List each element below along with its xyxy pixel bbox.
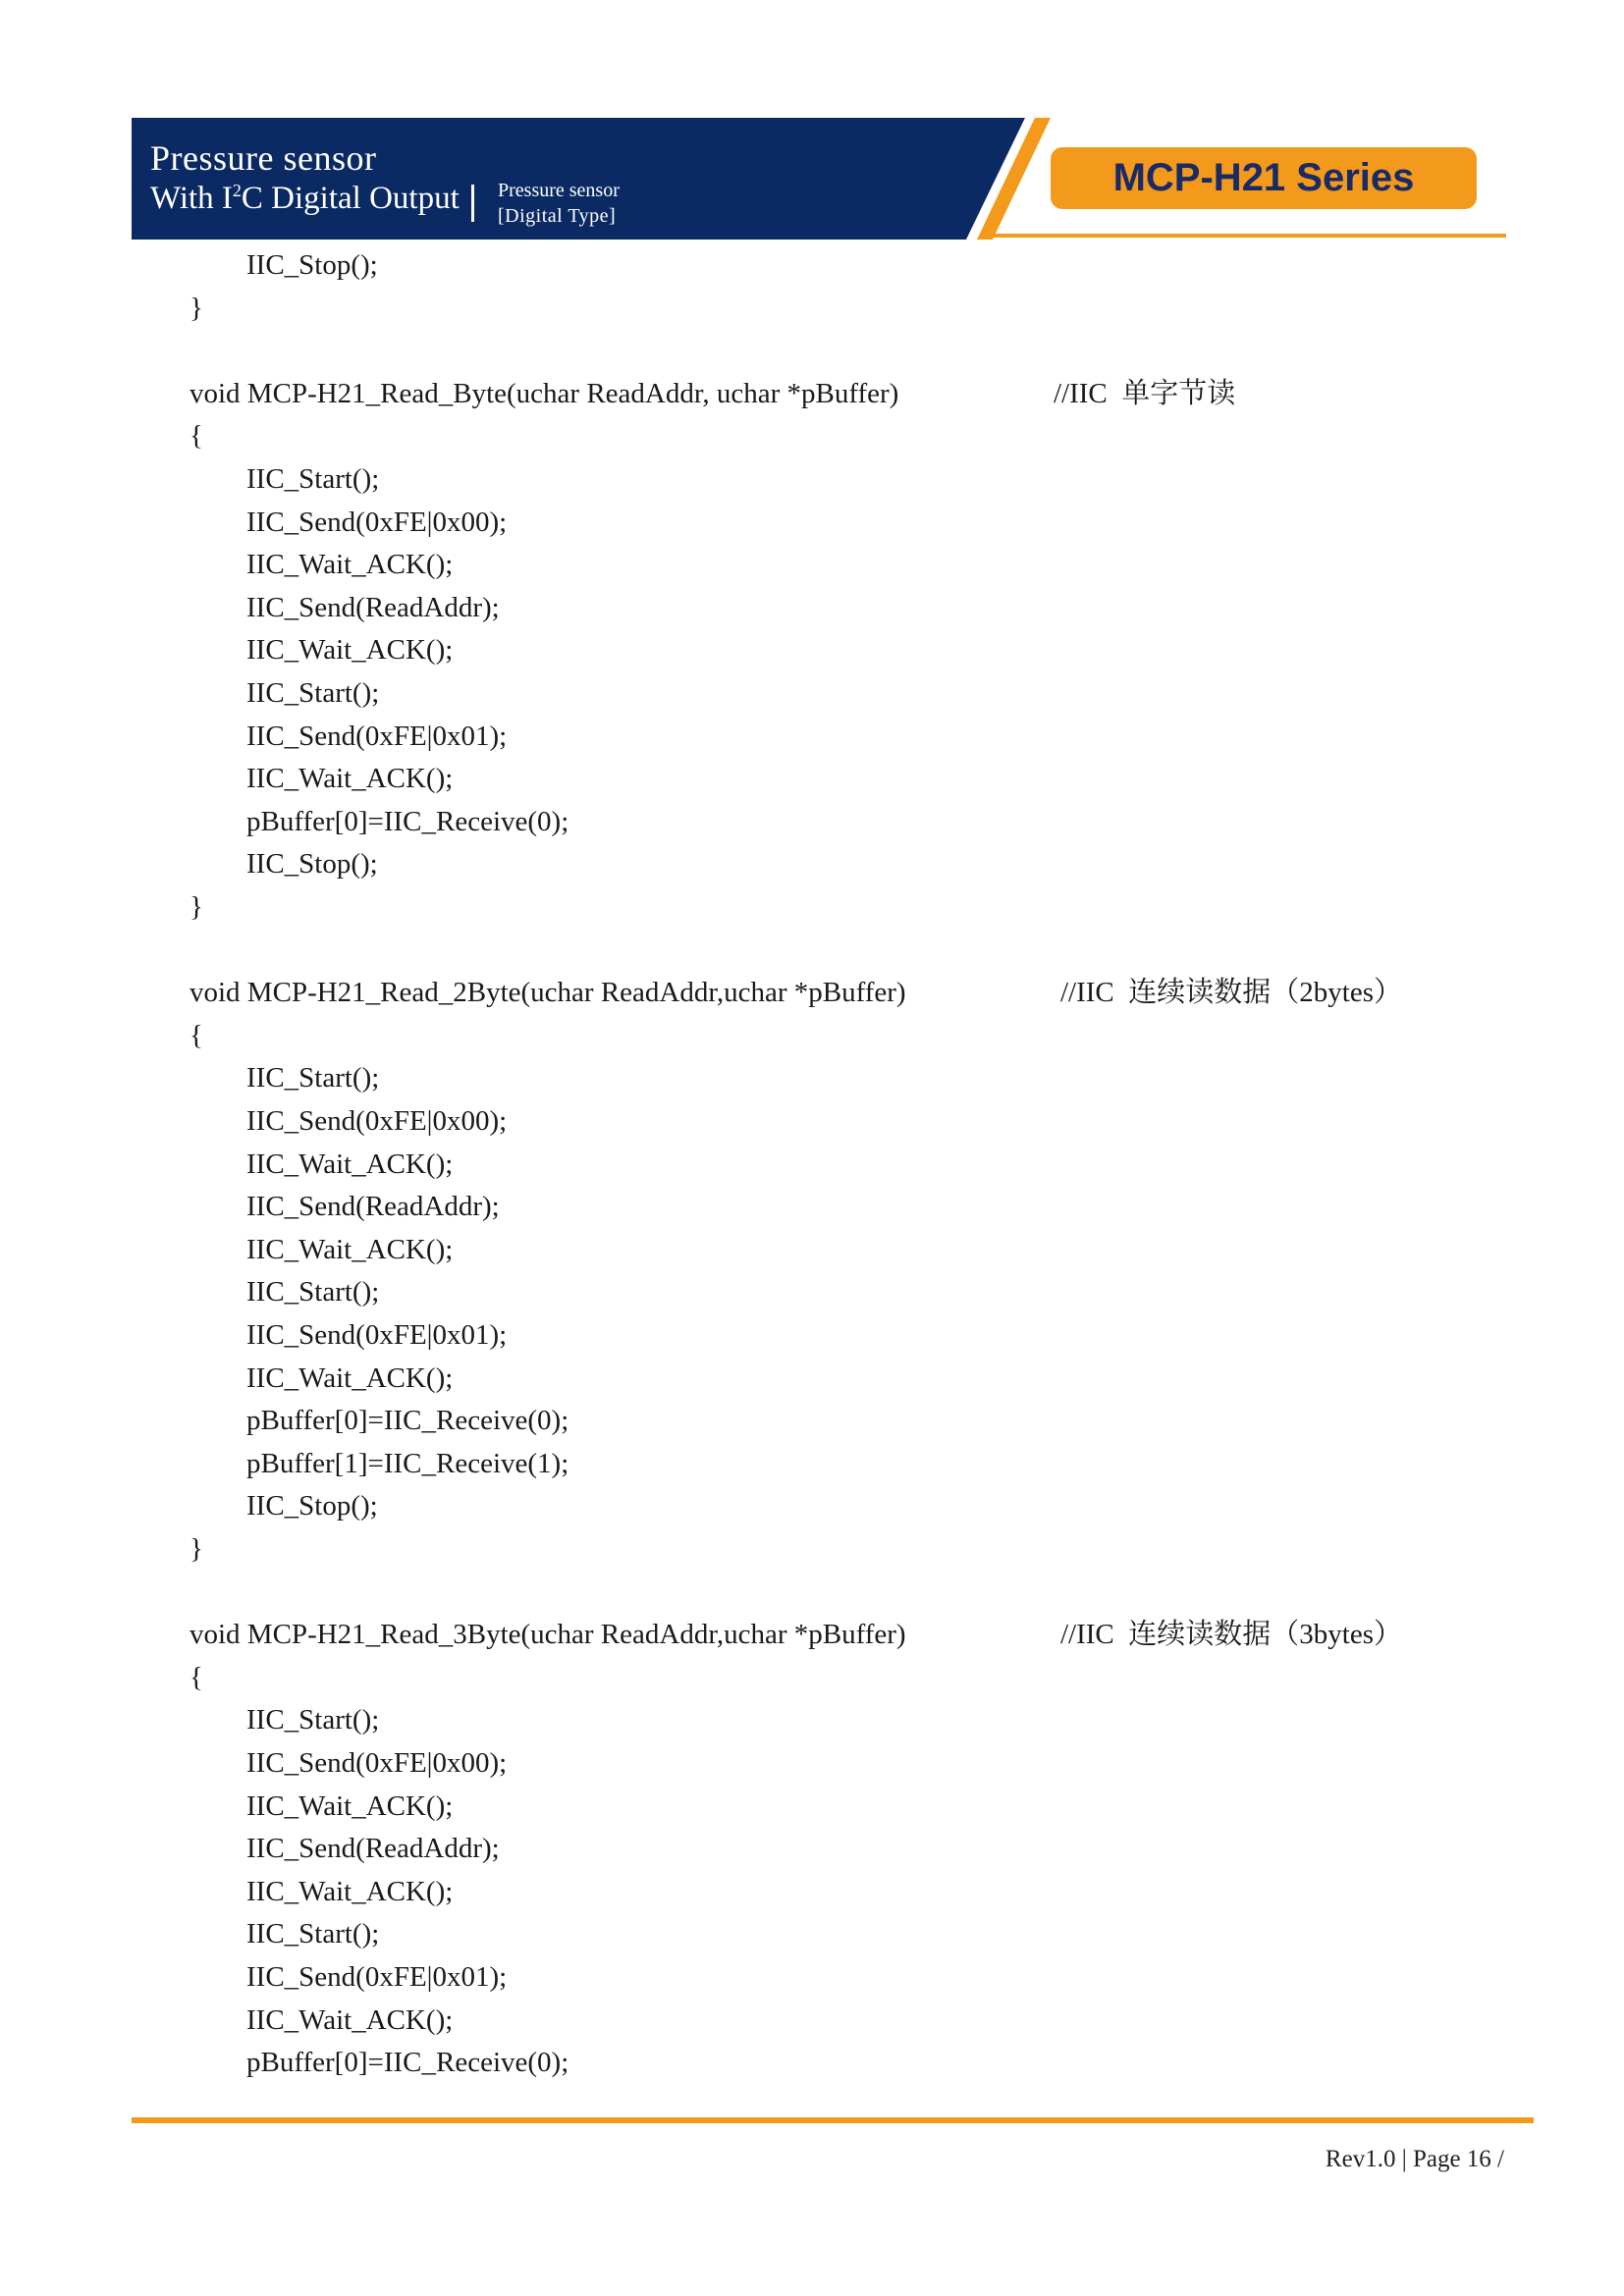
code-line: void MCP-H21_Read_Byte(uchar ReadAddr, uchar *pBuffer) bbox=[189, 377, 899, 409]
code-line: } bbox=[189, 891, 203, 923]
code-line: { bbox=[189, 1661, 203, 1693]
code-line: IIC_Send(ReadAddr); bbox=[246, 1191, 500, 1223]
header-title-line1: Pressure sensor bbox=[150, 138, 377, 178]
code-line: } bbox=[189, 1533, 203, 1565]
code-line: IIC_Wait_ACK(); bbox=[246, 1362, 454, 1394]
code-line: IIC_Send(0xFE|0x00); bbox=[246, 1105, 508, 1137]
code-comment: //IIC 单字节读 bbox=[1054, 377, 1236, 409]
code-line: IIC_Start(); bbox=[246, 1704, 380, 1736]
code-comment: //IIC 连续读数据（3bytes） bbox=[1060, 1619, 1402, 1651]
code-line: pBuffer[0]=IIC_Receive(0); bbox=[246, 805, 569, 837]
code-line: pBuffer[0]=IIC_Receive(0); bbox=[246, 1405, 569, 1437]
code-line: IIC_Stop(); bbox=[246, 848, 378, 881]
code-line: } bbox=[189, 292, 203, 324]
header-divider bbox=[471, 185, 474, 222]
code-line: IIC_Send(ReadAddr); bbox=[246, 1833, 500, 1865]
code-line: IIC_Wait_ACK(); bbox=[246, 1148, 454, 1180]
code-line: IIC_Wait_ACK(); bbox=[246, 549, 454, 581]
code-line: IIC_Stop(); bbox=[246, 1490, 378, 1522]
code-line: IIC_Send(0xFE|0x01); bbox=[246, 720, 508, 752]
code-line: IIC_Wait_ACK(); bbox=[246, 1233, 454, 1265]
code-line: IIC_Wait_ACK(); bbox=[246, 2003, 454, 2036]
header-title-line2: With $I^2C$ Digital Output bbox=[150, 181, 460, 216]
code-line: { bbox=[189, 1019, 203, 1051]
code-line: IIC_Send(ReadAddr); bbox=[246, 591, 500, 623]
code-line: IIC_Start(); bbox=[246, 1276, 380, 1308]
code-line: { bbox=[189, 420, 203, 453]
code-line: IIC_Start(); bbox=[246, 1918, 380, 1950]
code-line: IIC_Wait_ACK(); bbox=[246, 763, 454, 795]
footer-rule bbox=[132, 2117, 1534, 2123]
code-line: void MCP-H21_Read_2Byte(uchar ReadAddr,uchar *pBuffer) bbox=[189, 977, 906, 1009]
code-comment: //IIC 连续读数据（2bytes） bbox=[1060, 977, 1402, 1009]
footer-page-info: Rev1.0 | Page 16 / bbox=[1325, 2146, 1504, 2172]
code-line: IIC_Send(0xFE|0x00); bbox=[246, 1747, 508, 1779]
code-line: IIC_Start(); bbox=[246, 677, 380, 709]
series-label: MCP-H21 Series bbox=[1112, 156, 1415, 199]
code-line: IIC_Send(0xFE|0x01); bbox=[246, 1961, 508, 1993]
code-line: pBuffer[1]=IIC_Receive(1); bbox=[246, 1447, 569, 1479]
code-line: IIC_Wait_ACK(); bbox=[246, 1875, 454, 1907]
header-subtitle-line1: Pressure sensor bbox=[498, 180, 620, 201]
code-line: pBuffer[0]=IIC_Receive(0); bbox=[246, 2047, 569, 2079]
code-line: IIC_Start(); bbox=[246, 463, 380, 495]
code-line: IIC_Stop(); bbox=[246, 249, 378, 281]
code-line: IIC_Wait_ACK(); bbox=[246, 1789, 454, 1822]
series-badge bbox=[1051, 147, 1477, 209]
code-line: IIC_Start(); bbox=[246, 1062, 380, 1095]
code-line: IIC_Wait_ACK(); bbox=[246, 634, 454, 667]
code-line: void MCP-H21_Read_3Byte(uchar ReadAddr,uchar *pBuffer) bbox=[189, 1619, 906, 1651]
header-subtitle-line2: [Digital Type] bbox=[498, 205, 617, 227]
code-line: IIC_Send(0xFE|0x00); bbox=[246, 506, 508, 538]
code-line: IIC_Send(0xFE|0x01); bbox=[246, 1319, 508, 1351]
